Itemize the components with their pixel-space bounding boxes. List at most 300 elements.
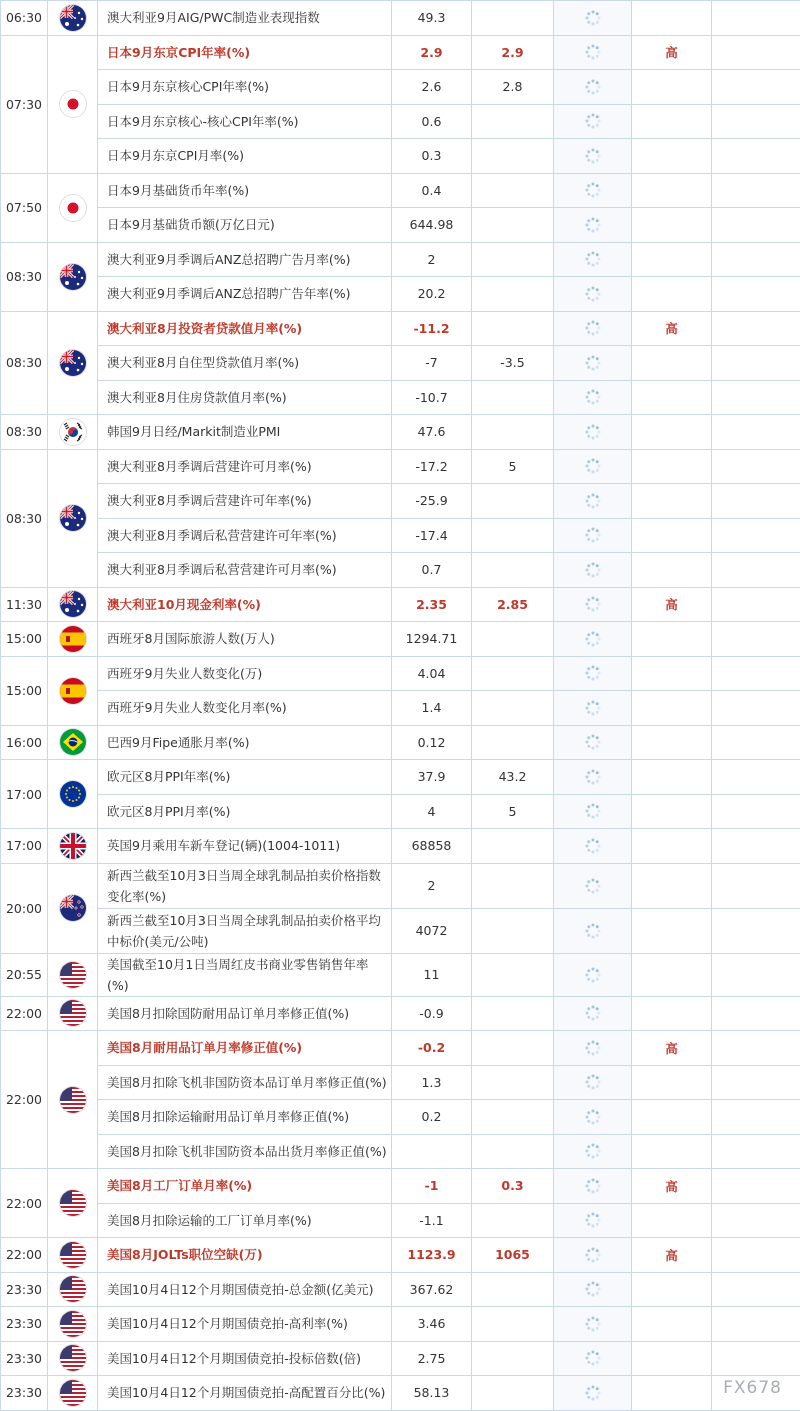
event-row[interactable]: [1, 449, 800, 484]
extra-cell: [712, 1100, 800, 1135]
event-name[interactable]: 澳大利亚9月AIG/PWC制造业表现指数: [98, 1, 392, 36]
event-row[interactable]: [1, 1376, 800, 1411]
forecast-value: [472, 829, 554, 864]
event-name[interactable]: 美国10月4日12个月期国债竞拍-高配置百分比(%): [98, 1376, 392, 1411]
australia-flag-icon: [60, 505, 86, 531]
calendar-body: [1, 1, 800, 1411]
importance-label: [632, 1100, 712, 1135]
event-row[interactable]: [1, 139, 800, 174]
forecast-value: [472, 1341, 554, 1376]
usa-flag-icon: [60, 962, 86, 988]
actual-value-cell: [554, 518, 632, 553]
event-name[interactable]: 澳大利亚8月季调后私营营建许可月率(%): [98, 553, 392, 588]
event-row[interactable]: [1, 908, 800, 953]
importance-label: [632, 104, 712, 139]
usa-flag-icon: [60, 1087, 86, 1113]
event-row[interactable]: [1, 1203, 800, 1238]
forecast-value: [472, 208, 554, 243]
actual-value-cell: [554, 277, 632, 312]
uk-flag-icon: [60, 833, 86, 859]
importance-label: [632, 1341, 712, 1376]
event-name[interactable]: 美国截至10月1日当周红皮书商业零售销售年率(%): [98, 953, 392, 996]
extra-cell: [712, 1203, 800, 1238]
forecast-value: [472, 1134, 554, 1169]
forecast-value: 1065: [472, 1238, 554, 1273]
actual-value-cell: [554, 1272, 632, 1307]
australia-flag-icon: [60, 350, 86, 376]
event-time: 08:30: [1, 311, 48, 415]
event-time: 11:30: [1, 587, 48, 622]
forecast-value: [472, 863, 554, 908]
actual-value-cell: [554, 1203, 632, 1238]
event-time: 17:00: [1, 760, 48, 829]
loading-spinner-icon: [584, 664, 602, 682]
importance-label: [632, 449, 712, 484]
event-name[interactable]: 澳大利亚9月季调后ANZ总招聘广告年率(%): [98, 277, 392, 312]
forecast-value: 0.3: [472, 1169, 554, 1204]
loading-spinner-icon: [584, 922, 602, 940]
loading-spinner-icon: [584, 966, 602, 984]
event-name[interactable]: 澳大利亚8月住房贷款值月率(%): [98, 380, 392, 415]
event-name[interactable]: 韩国9月日经/Markit制造业PMI: [98, 415, 392, 450]
country-flag-cell: [48, 1169, 98, 1238]
event-row[interactable]: [1, 1134, 800, 1169]
previous-value: 2: [392, 863, 472, 908]
actual-value-cell: [554, 863, 632, 908]
loading-spinner-icon: [584, 388, 602, 406]
australia-flag-icon: [60, 264, 86, 290]
importance-label: [632, 242, 712, 277]
watermark: FX678: [723, 1378, 782, 1398]
event-name[interactable]: 巴西9月Fipe通胀月率(%): [98, 725, 392, 760]
extra-cell: [712, 70, 800, 105]
forecast-value: [472, 953, 554, 996]
event-name[interactable]: 日本9月东京核心-核心CPI年率(%): [98, 104, 392, 139]
loading-spinner-icon: [584, 768, 602, 786]
forecast-value: [472, 1100, 554, 1135]
previous-value: 0.6: [392, 104, 472, 139]
forecast-value: 2.9: [472, 35, 554, 70]
event-row[interactable]: [1, 380, 800, 415]
loading-spinner-icon: [584, 699, 602, 717]
previous-value: 2.6: [392, 70, 472, 105]
previous-value: -17.2: [392, 449, 472, 484]
country-flag-cell: [48, 449, 98, 587]
importance-label: [632, 1272, 712, 1307]
forecast-value: 43.2: [472, 760, 554, 795]
previous-value: 0.2: [392, 1100, 472, 1135]
australia-flag-icon: [60, 591, 86, 617]
actual-value-cell: [554, 70, 632, 105]
event-row[interactable]: [1, 242, 800, 277]
event-name[interactable]: 美国8月工厂订单月率(%): [98, 1169, 392, 1204]
event-row[interactable]: [1, 415, 800, 450]
forecast-value: -3.5: [472, 346, 554, 381]
event-row[interactable]: [1, 1169, 800, 1204]
forecast-value: [472, 1376, 554, 1411]
actual-value-cell: [554, 1376, 632, 1411]
forecast-value: [472, 622, 554, 657]
importance-label: [632, 908, 712, 953]
event-name[interactable]: 美国8月扣除国防耐用品订单月率修正值(%): [98, 996, 392, 1031]
importance-label: [632, 1376, 712, 1411]
loading-spinner-icon: [584, 43, 602, 61]
usa-flag-icon: [60, 1190, 86, 1216]
importance-label: [632, 139, 712, 174]
event-time: 07:30: [1, 35, 48, 173]
spain-flag-icon: [60, 678, 86, 704]
previous-value: 37.9: [392, 760, 472, 795]
event-row[interactable]: [1, 1272, 800, 1307]
event-name[interactable]: 日本9月东京CPI年率(%): [98, 35, 392, 70]
event-row[interactable]: [1, 829, 800, 864]
event-name[interactable]: 澳大利亚8月自住型贷款值月率(%): [98, 346, 392, 381]
event-time: 08:30: [1, 242, 48, 311]
extra-cell: [712, 953, 800, 996]
actual-value-cell: [554, 242, 632, 277]
event-row[interactable]: [1, 953, 800, 996]
forecast-value: 2.85: [472, 587, 554, 622]
country-flag-cell: [48, 1031, 98, 1169]
event-row[interactable]: [1, 346, 800, 381]
importance-label: [632, 1203, 712, 1238]
country-flag-cell: [48, 1272, 98, 1307]
event-row[interactable]: [1, 863, 800, 908]
loading-spinner-icon: [584, 595, 602, 613]
event-name[interactable]: 美国10月4日12个月期国债竞拍-投标倍数(倍): [98, 1341, 392, 1376]
extra-cell: [712, 173, 800, 208]
actual-value-cell: [554, 449, 632, 484]
actual-value-cell: [554, 1100, 632, 1135]
extra-cell: [712, 622, 800, 657]
event-time: 23:30: [1, 1341, 48, 1376]
forecast-value: 5: [472, 794, 554, 829]
importance-label: [632, 691, 712, 726]
loading-spinner-icon: [584, 216, 602, 234]
loading-spinner-icon: [584, 319, 602, 337]
actual-value-cell: [554, 346, 632, 381]
extra-cell: [712, 908, 800, 953]
event-name[interactable]: 美国8月扣除飞机非国防资本品出货月率修正值(%): [98, 1134, 392, 1169]
extra-cell: [712, 1307, 800, 1342]
forecast-value: [472, 553, 554, 588]
actual-value-cell: [554, 1065, 632, 1100]
actual-value-cell: [554, 311, 632, 346]
loading-spinner-icon: [584, 802, 602, 820]
country-flag-cell: [48, 1238, 98, 1273]
loading-spinner-icon: [584, 1108, 602, 1126]
actual-value-cell: [554, 553, 632, 588]
actual-value-cell: [554, 1307, 632, 1342]
actual-value-cell: [554, 794, 632, 829]
previous-value: 4.04: [392, 656, 472, 691]
importance-label: [632, 725, 712, 760]
forecast-value: [472, 1203, 554, 1238]
country-flag-cell: [48, 242, 98, 311]
country-flag-cell: [48, 173, 98, 242]
extra-cell: [712, 311, 800, 346]
previous-value: 2: [392, 242, 472, 277]
event-time: 23:30: [1, 1307, 48, 1342]
event-name[interactable]: 美国8月扣除运输的工厂订单月率(%): [98, 1203, 392, 1238]
event-name[interactable]: 西班牙8月国际旅游人数(万人): [98, 622, 392, 657]
extra-cell: [712, 35, 800, 70]
importance-label: [632, 656, 712, 691]
event-row[interactable]: [1, 1031, 800, 1066]
event-row[interactable]: [1, 656, 800, 691]
usa-flag-icon: [60, 1242, 86, 1268]
event-row[interactable]: [1, 70, 800, 105]
event-name[interactable]: 新西兰截至10月3日当周全球乳制品拍卖价格指数变化率(%): [98, 863, 392, 908]
actual-value-cell: [554, 1238, 632, 1273]
event-time: 20:00: [1, 863, 48, 953]
event-row[interactable]: [1, 622, 800, 657]
forecast-value: 5: [472, 449, 554, 484]
actual-value-cell: [554, 656, 632, 691]
extra-cell: [712, 996, 800, 1031]
loading-spinner-icon: [584, 877, 602, 895]
importance-label: [632, 953, 712, 996]
actual-value-cell: [554, 484, 632, 519]
event-name[interactable]: 美国8月JOLTs职位空缺(万): [98, 1238, 392, 1273]
previous-value: -0.2: [392, 1031, 472, 1066]
importance-label: [632, 1134, 712, 1169]
event-name[interactable]: 日本9月东京CPI月率(%): [98, 139, 392, 174]
loading-spinner-icon: [584, 1073, 602, 1091]
event-row[interactable]: [1, 311, 800, 346]
importance-label: [632, 829, 712, 864]
forecast-value: [472, 656, 554, 691]
extra-cell: [712, 346, 800, 381]
loading-spinner-icon: [584, 1211, 602, 1229]
previous-value: 20.2: [392, 277, 472, 312]
previous-value: 0.12: [392, 725, 472, 760]
event-row[interactable]: [1, 996, 800, 1031]
event-name[interactable]: 欧元区8月PPI年率(%): [98, 760, 392, 795]
event-time: 17:00: [1, 829, 48, 864]
event-name[interactable]: 欧元区8月PPI月率(%): [98, 794, 392, 829]
country-flag-cell: [48, 725, 98, 760]
extra-cell: [712, 829, 800, 864]
extra-cell: [712, 1, 800, 36]
event-row[interactable]: [1, 208, 800, 243]
importance-label: [632, 415, 712, 450]
usa-flag-icon: [60, 1380, 86, 1406]
extra-cell: [712, 863, 800, 908]
forecast-value: [472, 908, 554, 953]
previous-value: -7: [392, 346, 472, 381]
previous-value: -1: [392, 1169, 472, 1204]
event-row[interactable]: [1, 1238, 800, 1273]
loading-spinner-icon: [584, 837, 602, 855]
usa-flag-icon: [60, 1311, 86, 1337]
event-row[interactable]: [1, 1341, 800, 1376]
extra-cell: [712, 1169, 800, 1204]
country-flag-cell: [48, 35, 98, 173]
event-row[interactable]: [1, 518, 800, 553]
previous-value: 58.13: [392, 1376, 472, 1411]
country-flag-cell: [48, 1307, 98, 1342]
event-row[interactable]: [1, 1307, 800, 1342]
previous-value: -10.7: [392, 380, 472, 415]
extra-cell: [712, 380, 800, 415]
country-flag-cell: [48, 1341, 98, 1376]
forecast-value: [472, 1065, 554, 1100]
event-name[interactable]: 澳大利亚8月季调后营建许可年率(%): [98, 484, 392, 519]
extra-cell: [712, 1065, 800, 1100]
forecast-value: [472, 725, 554, 760]
event-row[interactable]: [1, 1, 800, 36]
loading-spinner-icon: [584, 630, 602, 648]
event-row[interactable]: [1, 277, 800, 312]
usa-flag-icon: [60, 1000, 86, 1026]
event-time: 08:30: [1, 415, 48, 450]
event-name[interactable]: 澳大利亚8月投资者贷款值月率(%): [98, 311, 392, 346]
importance-label: [632, 208, 712, 243]
importance-label: 高: [632, 311, 712, 346]
forecast-value: 2.8: [472, 70, 554, 105]
extra-cell: [712, 1238, 800, 1273]
usa-flag-icon: [60, 1276, 86, 1302]
event-time: 15:00: [1, 656, 48, 725]
loading-spinner-icon: [584, 526, 602, 544]
previous-value: 49.3: [392, 1, 472, 36]
country-flag-cell: [48, 1376, 98, 1411]
extra-cell: [712, 553, 800, 588]
extra-cell: [712, 794, 800, 829]
previous-value: 367.62: [392, 1272, 472, 1307]
forecast-value: [472, 173, 554, 208]
usa-flag-icon: [60, 1345, 86, 1371]
country-flag-cell: [48, 656, 98, 725]
actual-value-cell: [554, 173, 632, 208]
event-name[interactable]: 日本9月基础货币额(万亿日元): [98, 208, 392, 243]
event-name[interactable]: 澳大利亚8月季调后营建许可月率(%): [98, 449, 392, 484]
event-name[interactable]: 澳大利亚9月季调后ANZ总招聘广告月率(%): [98, 242, 392, 277]
event-row[interactable]: [1, 760, 800, 795]
extra-cell: [712, 1031, 800, 1066]
importance-label: [632, 760, 712, 795]
australia-flag-icon: [60, 5, 86, 31]
event-row[interactable]: [1, 691, 800, 726]
event-row[interactable]: [1, 725, 800, 760]
event-time: 16:00: [1, 725, 48, 760]
event-name[interactable]: 西班牙9月失业人数变化月率(%): [98, 691, 392, 726]
loading-spinner-icon: [584, 1004, 602, 1022]
previous-value: -1.1: [392, 1203, 472, 1238]
actual-value-cell: [554, 380, 632, 415]
loading-spinner-icon: [584, 457, 602, 475]
japan-flag-icon: [60, 195, 86, 221]
importance-label: 高: [632, 587, 712, 622]
event-row[interactable]: [1, 173, 800, 208]
event-row[interactable]: [1, 1065, 800, 1100]
loading-spinner-icon: [584, 250, 602, 268]
loading-spinner-icon: [584, 354, 602, 372]
forecast-value: [472, 277, 554, 312]
loading-spinner-icon: [584, 1246, 602, 1264]
country-flag-cell: [48, 1, 98, 36]
loading-spinner-icon: [584, 9, 602, 27]
event-row[interactable]: [1, 1100, 800, 1135]
forecast-value: [472, 1031, 554, 1066]
importance-label: [632, 1, 712, 36]
event-name[interactable]: 日本9月基础货币年率(%): [98, 173, 392, 208]
actual-value-cell: [554, 139, 632, 174]
event-name[interactable]: 新西兰截至10月3日当周全球乳制品拍卖价格平均中标价(美元/公吨): [98, 908, 392, 953]
forecast-value: [472, 691, 554, 726]
forecast-value: [472, 996, 554, 1031]
extra-cell: [712, 725, 800, 760]
event-name[interactable]: 澳大利亚10月现金利率(%): [98, 587, 392, 622]
event-row[interactable]: [1, 104, 800, 139]
previous-value: -0.9: [392, 996, 472, 1031]
loading-spinner-icon: [584, 1349, 602, 1367]
event-row[interactable]: [1, 794, 800, 829]
event-time: 20:55: [1, 953, 48, 996]
previous-value: 3.46: [392, 1307, 472, 1342]
importance-label: 高: [632, 1238, 712, 1273]
event-name[interactable]: 美国10月4日12个月期国债竞拍-总金额(亿美元): [98, 1272, 392, 1307]
event-time: 07:50: [1, 173, 48, 242]
event-name[interactable]: 西班牙9月失业人数变化(万): [98, 656, 392, 691]
previous-value: 2.75: [392, 1341, 472, 1376]
extra-cell: [712, 1341, 800, 1376]
forecast-value: [472, 242, 554, 277]
actual-value-cell: [554, 587, 632, 622]
loading-spinner-icon: [584, 1177, 602, 1195]
event-name[interactable]: 美国8月耐用品订单月率修正值(%): [98, 1031, 392, 1066]
loading-spinner-icon: [584, 147, 602, 165]
importance-label: [632, 622, 712, 657]
loading-spinner-icon: [584, 423, 602, 441]
extra-cell: [712, 104, 800, 139]
event-row[interactable]: [1, 35, 800, 70]
country-flag-cell: [48, 311, 98, 415]
importance-label: [632, 484, 712, 519]
country-flag-cell: [48, 953, 98, 996]
event-name[interactable]: 澳大利亚8月季调后私营营建许可年率(%): [98, 518, 392, 553]
country-flag-cell: [48, 622, 98, 657]
event-row[interactable]: [1, 587, 800, 622]
previous-value: 0.7: [392, 553, 472, 588]
event-row[interactable]: [1, 553, 800, 588]
event-name[interactable]: 日本9月东京核心CPI年率(%): [98, 70, 392, 105]
event-time: 23:30: [1, 1376, 48, 1411]
previous-value: 4072: [392, 908, 472, 953]
event-name[interactable]: 美国8月扣除飞机非国防资本品订单月率修正值(%): [98, 1065, 392, 1100]
importance-label: [632, 380, 712, 415]
forecast-value: [472, 1272, 554, 1307]
new-zealand-flag-icon: [60, 895, 86, 921]
importance-label: [632, 863, 712, 908]
forecast-value: [472, 1, 554, 36]
actual-value-cell: [554, 725, 632, 760]
loading-spinner-icon: [584, 1384, 602, 1402]
forecast-value: [472, 311, 554, 346]
actual-value-cell: [554, 1341, 632, 1376]
forecast-value: [472, 1307, 554, 1342]
event-row[interactable]: [1, 484, 800, 519]
event-name[interactable]: 美国10月4日12个月期国债竞拍-高利率(%): [98, 1307, 392, 1342]
forecast-value: [472, 139, 554, 174]
loading-spinner-icon: [584, 78, 602, 96]
event-name[interactable]: 英国9月乘用车新车登记(辆)(1004-1011): [98, 829, 392, 864]
previous-value: 47.6: [392, 415, 472, 450]
previous-value: 2.9: [392, 35, 472, 70]
brazil-flag-icon: [60, 729, 86, 755]
event-name[interactable]: 美国8月扣除运输耐用品订单月率修正值(%): [98, 1100, 392, 1135]
